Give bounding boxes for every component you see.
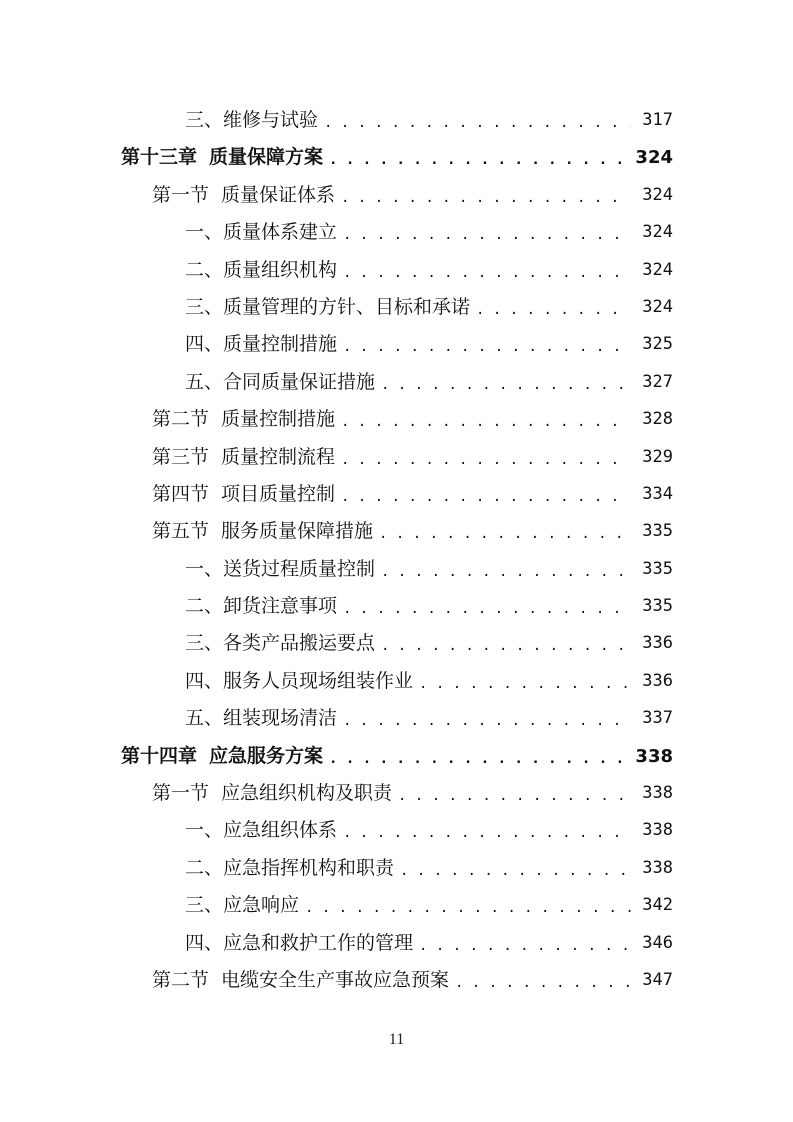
toc-entry-number: 第二节 [152, 408, 210, 431]
dot-leader [476, 292, 631, 329]
toc-entry-label [185, 887, 299, 924]
toc-entry-number: 二、 [185, 856, 224, 879]
toc-section-entry[interactable] [0, 439, 793, 476]
toc-entry-number: 一、 [185, 221, 224, 244]
toc-entry-label [185, 102, 318, 139]
toc-entry-title: 应急组织机构及职责 [221, 782, 393, 805]
toc-entry-label [185, 252, 337, 289]
toc-subsection-entry[interactable] [0, 102, 793, 139]
dot-leader [324, 105, 631, 142]
toc-page-number: 324 [642, 222, 673, 243]
toc-entry-number: 三、 [185, 295, 224, 318]
toc-page-number: 337 [642, 708, 673, 729]
toc-entry-title: 应急和救护工作的管理 [223, 931, 414, 954]
toc-entry-number: 第五节 [152, 520, 210, 543]
toc-page-number: 346 [642, 932, 673, 953]
toc-entry-number: 二、 [185, 595, 224, 618]
toc-subsection-entry[interactable] [0, 887, 793, 924]
toc-entry-label [185, 289, 470, 326]
toc-entry-label [152, 439, 335, 476]
toc-subsection-entry[interactable] [0, 364, 793, 401]
dot-leader [381, 367, 631, 404]
page-number: 11 [388, 1031, 405, 1048]
toc-page-number: 338 [642, 820, 673, 841]
toc-entry-label [185, 588, 337, 625]
toc-entry-number: 三、 [185, 632, 224, 655]
toc-page-number: 335 [642, 596, 673, 617]
toc-subsection-entry[interactable] [0, 700, 793, 737]
toc-entry-title: 质量体系建立 [223, 221, 338, 244]
toc-entry-title: 质量组织机构 [223, 258, 338, 281]
toc-entry-title: 质量控制措施 [223, 333, 338, 356]
toc-entry-number: 第二节 [152, 968, 210, 991]
toc-entry-label [152, 177, 335, 214]
toc-entry-title: 质量控制措施 [221, 408, 336, 431]
toc-page-number: 336 [642, 670, 673, 691]
toc-subsection-entry[interactable] [0, 588, 793, 625]
toc-page-number: 347 [642, 969, 673, 990]
toc-entry-title: 电缆安全生产事故应急预案 [221, 968, 450, 991]
toc-entry-label [185, 663, 413, 700]
toc-section-entry[interactable] [0, 775, 793, 812]
toc-entry-label [121, 738, 323, 775]
toc-entry-number: 五、 [185, 707, 224, 730]
toc-subsection-entry[interactable] [0, 625, 793, 662]
toc-entry-title: 卸货注意事项 [223, 595, 338, 618]
toc-entry-title: 送货过程质量控制 [223, 557, 376, 580]
toc-entry-title: 质量控制流程 [221, 445, 336, 468]
toc-page-number: 327 [642, 371, 673, 392]
toc-subsection-entry[interactable] [0, 812, 793, 849]
toc-page-number: 324 [642, 184, 673, 205]
toc-entry-label [152, 401, 335, 438]
toc-entry-number: 第一节 [152, 782, 210, 805]
toc-section-entry[interactable] [0, 962, 793, 999]
toc-entry-label [152, 962, 449, 999]
toc-entry-title: 项目质量控制 [221, 482, 336, 505]
dot-leader [343, 329, 631, 366]
toc-entry-number: 三、 [185, 109, 224, 131]
toc-page-number: 324 [642, 296, 673, 317]
toc-entry-label [185, 812, 337, 849]
toc-entry-label [152, 513, 373, 550]
toc-entry-label [185, 700, 337, 737]
dot-leader [343, 703, 631, 740]
toc-entry-label [185, 625, 375, 662]
toc-subsection-entry[interactable] [0, 925, 793, 962]
toc-entry-title: 应急服务方案 [209, 744, 324, 767]
toc-entry-number: 第十四章 [121, 744, 198, 767]
toc-section-entry[interactable] [0, 476, 793, 513]
dot-leader [379, 516, 631, 553]
toc-page-number: 324 [635, 147, 673, 169]
toc-page-number: 338 [642, 783, 673, 804]
dot-leader [341, 442, 631, 479]
dot-leader [381, 628, 631, 665]
toc-entry-label [185, 551, 375, 588]
dot-leader [419, 928, 631, 965]
toc-section-entry[interactable] [0, 513, 793, 550]
toc-chapter-entry[interactable] [0, 139, 793, 176]
dot-leader [400, 853, 631, 890]
toc-entry-label [185, 925, 413, 962]
toc-entry-title: 质量管理的方针、目标和承诺 [223, 295, 471, 318]
toc-entry-number: 五、 [185, 370, 224, 393]
dot-leader [343, 255, 631, 292]
dot-leader [329, 741, 631, 778]
dot-leader [343, 815, 631, 852]
toc-page-number: 334 [642, 483, 673, 504]
dot-leader [398, 778, 631, 815]
toc-entry-number: 四、 [185, 931, 224, 954]
toc-subsection-entry[interactable] [0, 214, 793, 251]
toc-subsection-entry[interactable] [0, 663, 793, 700]
toc-entry-number: 第四节 [152, 482, 210, 505]
toc-page-number: 324 [642, 259, 673, 280]
toc-page-number: 329 [642, 446, 673, 467]
toc-entry-title: 维修与试验 [223, 109, 319, 131]
toc-entry-number: 一、 [185, 819, 224, 842]
toc-entry-title: 服务人员现场组装作业 [223, 669, 414, 692]
toc-entry-label [152, 775, 392, 812]
toc-subsection-entry[interactable] [0, 551, 793, 588]
toc-entry-title: 质量保证体系 [221, 183, 336, 206]
toc-entry-label [185, 326, 337, 363]
toc-page-number: 335 [642, 558, 673, 579]
toc-entry-label [121, 139, 323, 176]
toc-page-number: 338 [635, 745, 673, 767]
toc-entry-label [185, 214, 337, 251]
toc-page-number: 338 [642, 857, 673, 878]
table-of-contents [0, 102, 793, 999]
toc-entry-number: 二、 [185, 258, 224, 281]
toc-subsection-entry[interactable] [0, 289, 793, 326]
dot-leader [343, 217, 631, 254]
toc-entry-label [185, 364, 375, 401]
toc-entry-number: 第一节 [152, 183, 210, 206]
dot-leader [419, 666, 631, 703]
toc-entry-title: 组装现场清洁 [223, 707, 338, 730]
toc-entry-number: 四、 [185, 669, 224, 692]
toc-subsection-entry[interactable] [0, 252, 793, 289]
toc-page-number: 336 [642, 633, 673, 654]
toc-section-entry[interactable] [0, 401, 793, 438]
toc-entry-label [185, 850, 394, 887]
toc-entry-label [152, 476, 335, 513]
toc-section-entry[interactable] [0, 177, 793, 214]
toc-chapter-entry[interactable] [0, 738, 793, 775]
toc-subsection-entry[interactable] [0, 326, 793, 363]
dot-leader [341, 479, 631, 516]
toc-page-number: 317 [642, 110, 673, 130]
toc-entry-title: 质量保障方案 [209, 146, 324, 169]
toc-entry-title: 合同质量保证措施 [223, 370, 376, 393]
toc-page-number: 328 [642, 409, 673, 430]
toc-entry-title: 各类产品搬运要点 [223, 632, 376, 655]
dot-leader [381, 554, 631, 591]
toc-entry-number: 第三节 [152, 445, 210, 468]
toc-page-number: 335 [642, 521, 673, 542]
toc-entry-number: 四、 [185, 333, 224, 356]
dot-leader [341, 180, 631, 217]
toc-page-number: 342 [642, 895, 673, 916]
toc-entry-number: 第十三章 [121, 146, 198, 169]
dot-leader [343, 591, 631, 628]
dot-leader [329, 142, 631, 179]
dot-leader [305, 890, 631, 927]
toc-entry-title: 应急指挥机构和职责 [223, 856, 395, 879]
toc-entry-title: 应急响应 [223, 894, 300, 917]
dot-leader [341, 404, 631, 441]
dot-leader [455, 965, 631, 1002]
toc-entry-title: 服务质量保障措施 [221, 520, 374, 543]
toc-subsection-entry[interactable] [0, 850, 793, 887]
toc-entry-number: 一、 [185, 557, 224, 580]
toc-entry-title: 应急组织体系 [223, 819, 338, 842]
toc-entry-number: 三、 [185, 894, 224, 917]
toc-page-number: 325 [642, 334, 673, 355]
